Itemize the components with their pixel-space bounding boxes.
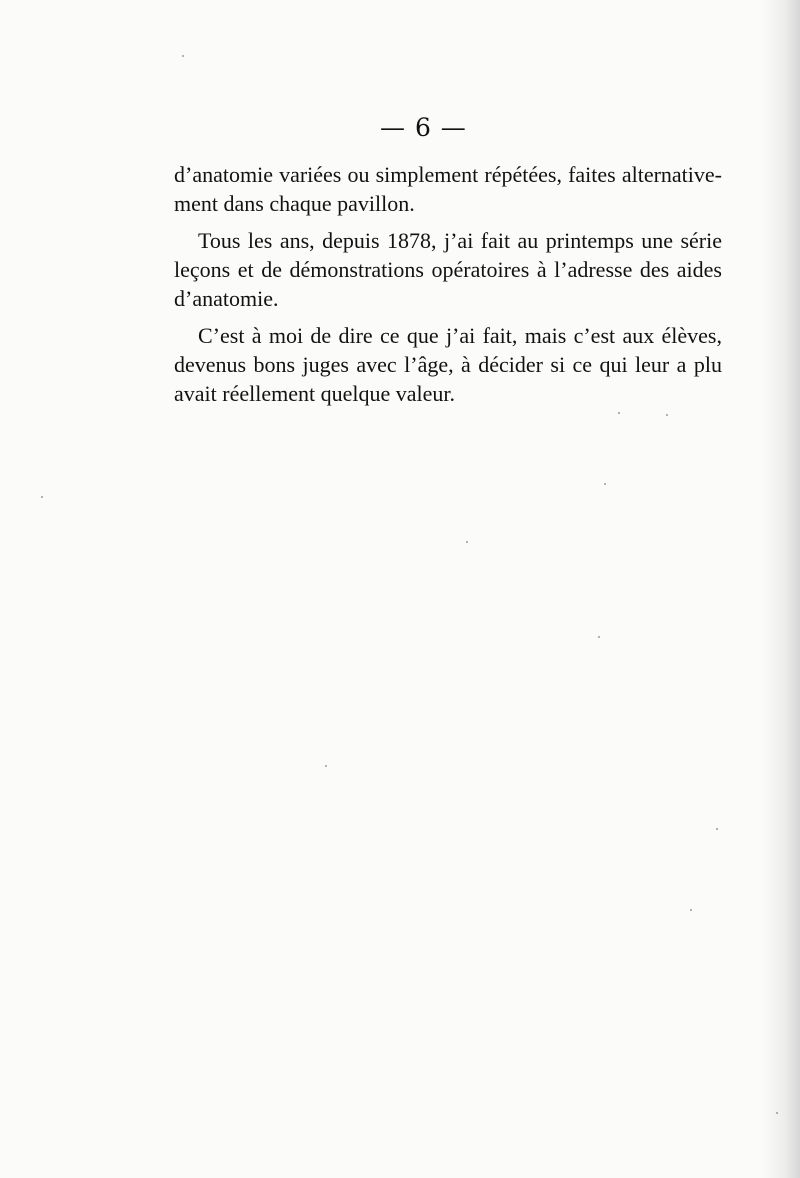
scan-speck xyxy=(618,412,620,414)
text-line: ment dans chaque pavillon. xyxy=(174,191,415,216)
text-line: avait réellement quelque valeur. xyxy=(174,381,455,406)
paragraph-3 xyxy=(174,321,722,408)
text-line: leçons et de démonstrations opératoires à l’adresse des aides xyxy=(174,257,722,282)
scan-speck xyxy=(604,483,606,485)
text-line: d’anatomie variées ou simplement répétées, faites alternative- xyxy=(174,162,722,187)
scan-speck xyxy=(182,55,184,57)
page-edge-shadow xyxy=(762,0,800,1178)
scan-speck xyxy=(776,1112,778,1114)
scan-speck xyxy=(598,636,600,638)
text-line: devenus bons juges avec l’âge, à décider si ce qui leur a plu xyxy=(174,352,722,377)
scan-speck xyxy=(716,828,718,830)
scan-speck xyxy=(690,909,692,911)
paragraph-1 xyxy=(174,160,722,218)
scan-speck xyxy=(466,541,468,543)
text-line: C’est à moi de dire ce que j’ai fait, mais c’est aux élèves, xyxy=(198,323,722,348)
scan-speck xyxy=(666,414,668,416)
text-line: Tous les ans, depuis 1878, j’ai fait au printemps une série xyxy=(198,228,722,253)
page-number: — 6 — xyxy=(380,113,467,142)
paragraph-2 xyxy=(174,226,722,313)
body-text xyxy=(174,160,722,408)
scan-speck xyxy=(41,496,43,498)
scan-speck xyxy=(325,765,327,767)
text-line: d’anatomie. xyxy=(174,286,279,311)
